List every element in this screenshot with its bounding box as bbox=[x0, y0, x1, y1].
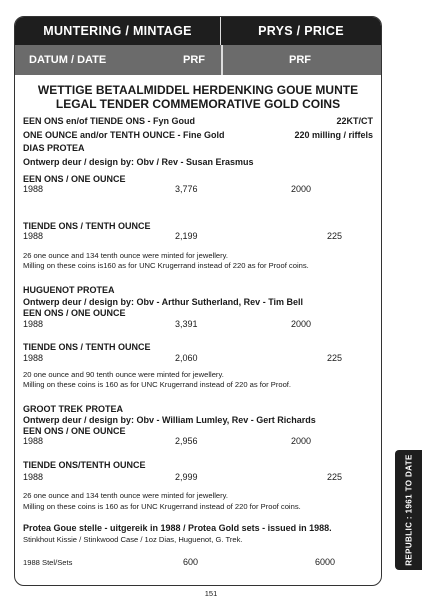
section-designer: Ontwerp deur / design by: Obv - William Lumley, Rev - Gert Richards bbox=[23, 415, 316, 425]
row-label: EEN ONS / ONE OUNCE bbox=[23, 308, 126, 318]
header-bar bbox=[15, 17, 381, 45]
row-mintage: 2,199 bbox=[175, 231, 198, 241]
row-mintage: 2,060 bbox=[175, 353, 198, 363]
row-year: 1988 bbox=[23, 472, 44, 482]
row-year: 1988 bbox=[23, 184, 44, 194]
row-mintage: 2,999 bbox=[175, 472, 198, 482]
spec-fine-gold-en: ONE OUNCE and/or TENTH OUNCE - Fine Gold bbox=[23, 130, 225, 140]
row-year: 1988 bbox=[23, 353, 44, 363]
sets-price: 6000 bbox=[315, 557, 336, 567]
section-note: 26 one ounce and 134 tenth ounce were minted for jewellery. bbox=[23, 491, 229, 500]
subheader-bar bbox=[15, 45, 381, 75]
section-name: DIAS PROTEA bbox=[23, 143, 85, 153]
header-mintage: MUNTERING / MINTAGE bbox=[15, 17, 221, 45]
row-mintage: 2,956 bbox=[175, 436, 198, 446]
row-label: TIENDE ONS/TENTH OUNCE bbox=[23, 460, 146, 470]
sets-description: Stinkhout Kissie / Stinkwood Case / 1oz Dias, Huguenot, G. Trek. bbox=[23, 535, 243, 544]
header-price: PRYS / PRICE bbox=[258, 24, 344, 38]
section-designer: Ontwerp deur / design by: Obv - Arthur Sutherland, Rev - Tim Bell bbox=[23, 297, 304, 307]
sets-title: Protea Goue stelle - uitgereik in 1988 / Protea Gold sets - issued in 1988. bbox=[23, 523, 332, 533]
row-price: 225 bbox=[327, 231, 343, 241]
row-label: TIENDE ONS / TENTH OUNCE bbox=[23, 342, 151, 352]
title-english: LEGAL TENDER COMMEMORATIVE GOLD COINS bbox=[55, 97, 341, 111]
side-tab bbox=[395, 450, 422, 570]
row-year: 1988 bbox=[23, 231, 44, 241]
title-afrikaans: WETTIGE BETAALMIDDEL HERDENKING GOUE MUNTE bbox=[37, 83, 359, 97]
sets-label: 1988 Stel/Sets bbox=[23, 558, 73, 567]
sets-mintage: 600 bbox=[183, 557, 199, 567]
row-year: 1988 bbox=[23, 319, 44, 329]
row-price: 2000 bbox=[291, 436, 312, 446]
row-mintage: 3,391 bbox=[175, 319, 198, 329]
section-note: Milling on these coins is 160 as for UNC Krugerrand instead of 220 as for Proof. bbox=[23, 380, 292, 389]
row-label: EEN ONS / ONE OUNCE bbox=[23, 174, 126, 184]
page-number: 151 bbox=[204, 589, 218, 598]
row-price: 225 bbox=[327, 472, 343, 482]
section-note: Milling on these coins is 160 as for UNC Krugerrand instead of 220 for Proof coins. bbox=[23, 502, 301, 511]
spec-milling: 220 milling / riffels bbox=[294, 130, 373, 140]
section-note: 20 one ounce and 90 tenth ounce were minted for jewellery. bbox=[23, 370, 224, 379]
spec-karat: 22KT/CT bbox=[336, 116, 373, 126]
row-price: 2000 bbox=[291, 319, 312, 329]
catalog-page-frame bbox=[14, 16, 382, 586]
section-note: 26 one ounce and 134 tenth ounce were minted for jewellery. bbox=[23, 251, 229, 260]
subheader-prf-price: PRF bbox=[289, 54, 311, 66]
row-label: TIENDE ONS / TENTH OUNCE bbox=[23, 221, 151, 231]
row-label: EEN ONS / ONE OUNCE bbox=[23, 426, 126, 436]
row-mintage: 3,776 bbox=[175, 184, 198, 194]
subheader-divider bbox=[221, 45, 223, 75]
section-name: GROOT TREK PROTEA bbox=[23, 404, 124, 414]
row-price: 225 bbox=[327, 353, 343, 363]
section-name: HUGUENOT PROTEA bbox=[23, 285, 115, 295]
row-year: 1988 bbox=[23, 436, 44, 446]
side-tab-label: REPUBLIC : 1961 TO DATE bbox=[404, 454, 413, 566]
spec-fine-gold-af: EEN ONS en/of TIENDE ONS - Fyn Goud bbox=[23, 116, 196, 126]
row-price: 2000 bbox=[291, 184, 312, 194]
section-designer: Ontwerp deur / design by: Obv / Rev - Susan Erasmus bbox=[23, 157, 254, 167]
subheader-prf-mintage: PRF bbox=[183, 54, 205, 66]
subheader-date: DATUM / DATE bbox=[29, 54, 107, 66]
section-note: Milling on these coins is160 as for UNC Krugerrand instead of 220 as for Proof coins. bbox=[23, 261, 309, 270]
